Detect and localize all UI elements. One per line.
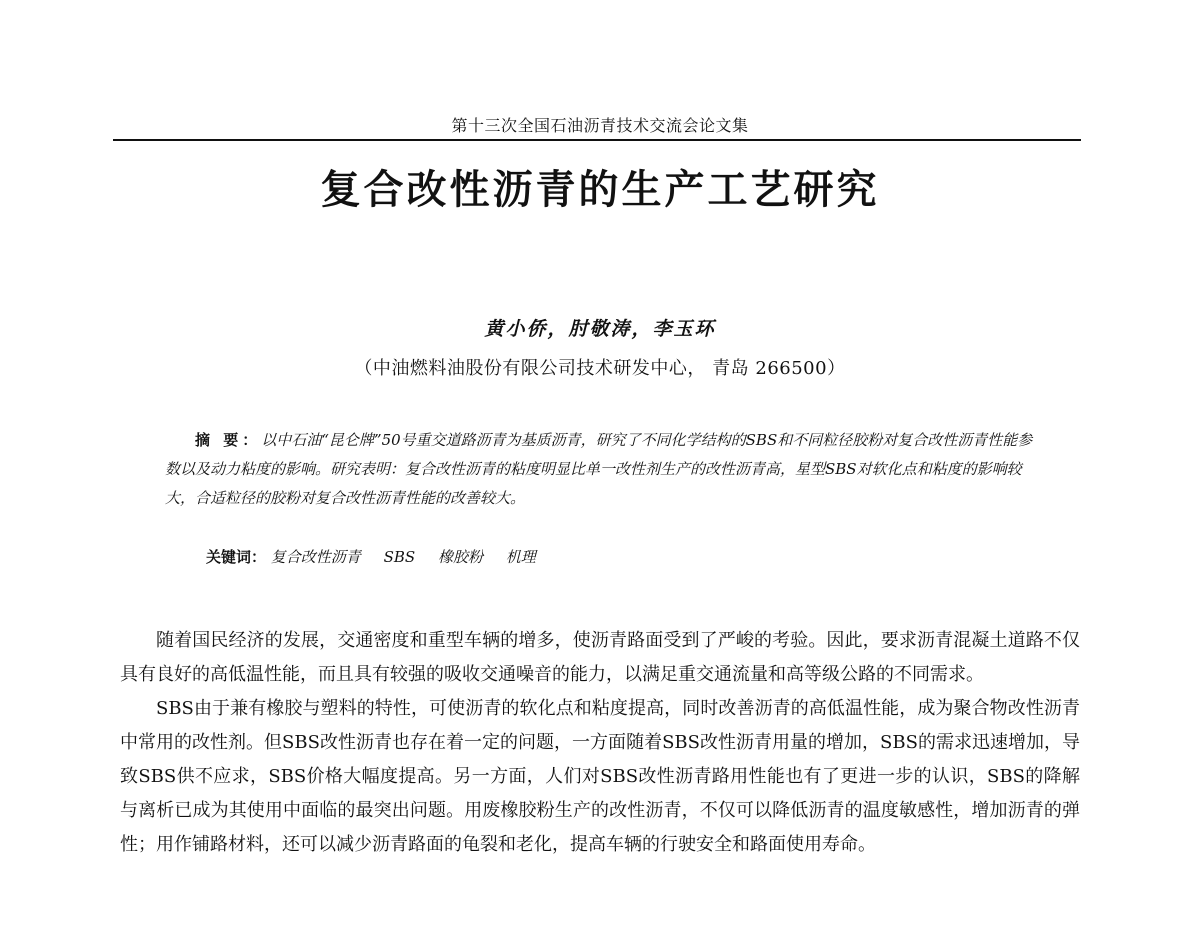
- abstract-block: [165, 426, 1035, 513]
- body-paragraph: 随着国民经济的发展，交通密度和重型车辆的增多，使沥青路面受到了严峻的考验。因此，要求沥青混凝土道路不仅具有良好的高低温性能，而且具有较强的吸收交通噪音的能力，以满足重交通流量和高等级公路的不同需求。: [120, 630, 1080, 685]
- running-header: 第十三次全国石油沥青技术交流会论文集: [451, 116, 749, 135]
- keywords-label: 关键词：: [206, 548, 267, 566]
- keyword-item: 复合改性沥青: [270, 548, 361, 566]
- abstract-label: 摘 要：: [195, 431, 262, 449]
- paper-title: 复合改性沥青的生产工艺研究: [320, 167, 880, 213]
- paper-affiliation: （中油燃料油股份有限公司技术研发中心， 青岛 266500）: [354, 358, 846, 379]
- body-paragraph: SBS由于兼有橡胶与塑料的特性，可使沥青的软化点和粘度提高，同时改善沥青的高低温性能，成为聚合物改性沥青中常用的改性剂。但SBS改性沥青也存在着一定的问题，一方面随着SBS改性沥青用量的增加，SBS的需求迅速增加，导致SBS供不应求，SBS价格大幅度提高。另一方面，人们对SBS改性沥青路用性能也有了更进一步的认识，SBS的降解与离析已成为其使用中面临的最突出问题。用废橡胶粉生产的改性沥青，不仅可以降低沥青的温度敏感性，增加沥青的弹性；用作铺路材料，还可以减少沥青路面的龟裂和老化，提高车辆的行驶安全和路面使用寿命。: [120, 698, 1080, 855]
- body-text: [120, 624, 1080, 862]
- abstract-text: 以中石油“昆仑牌”50号重交道路沥青为基质沥青，研究了不同化学结构的SBS和不同粒径胶粉对复合改性沥青性能参数以及动力粘度的影响。研究表明：复合改性沥青的粘度明显比单一改性剂生产的改性沥青高，星型SBS对软化点和粘度的影响较大，合适粒径的胶粉对复合改性沥青性能的改善较大。: [165, 431, 1033, 507]
- header-rule: [113, 139, 1081, 141]
- keywords-line: [206, 546, 554, 567]
- keyword-item: SBS: [383, 548, 416, 566]
- keyword-item: 机理: [505, 548, 536, 566]
- abstract-paragraph: [165, 426, 1035, 513]
- paper-authors: 黄小侨，肘敬涛，李玉环: [484, 318, 716, 340]
- keyword-item: 橡胶粉: [437, 548, 483, 566]
